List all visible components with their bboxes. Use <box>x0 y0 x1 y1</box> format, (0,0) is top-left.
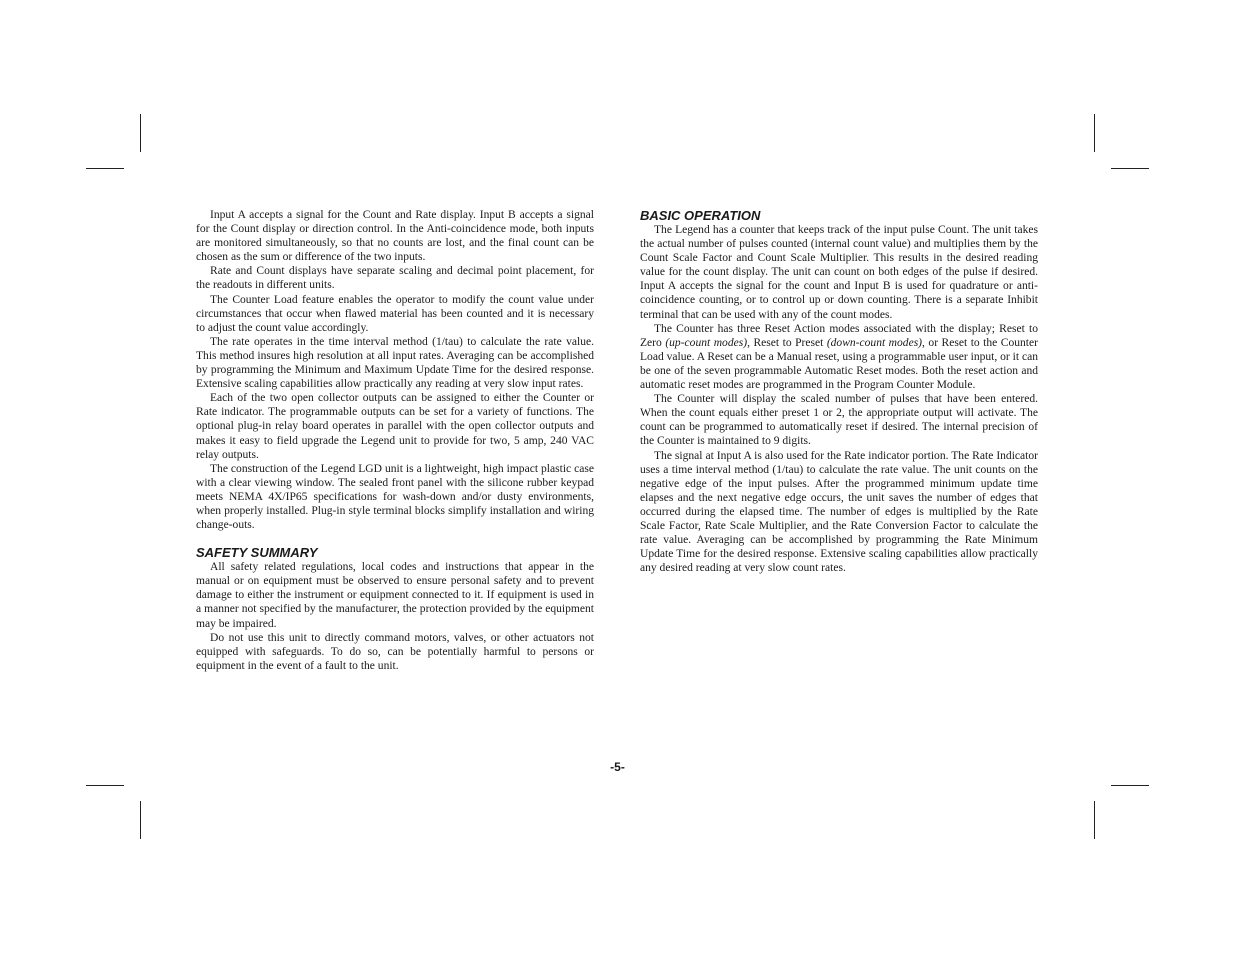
intro-paragraph: The Counter Load feature enables the operator to modify the count value under circumstances that occur when flawed material has been counted and it is necessary to adjust the count value accordingly. <box>196 293 594 334</box>
intro-paragraph: The construction of the Legend LGD unit is a lightweight, high impact plastic case with a clear viewing window. The sealed front panel with the silicone rubber keypad meets NEMA 4X/IP65 specifications for wash-down and/or dusty environments, when properly installed. Plug-in style terminal blocks simplify installation and wiring change-outs. <box>196 462 594 532</box>
right-column <box>640 208 1038 575</box>
crop-mark-bottom-left-vertical <box>140 801 141 839</box>
intro-paragraph: The rate operates in the time interval method (1/tau) to calculate the rate value. This method insures high resolution at all input rates. Averaging can be accomplished by programming the Minimum and Maximum Update Time for the desired response. Extensive scaling capabilities allow practically any reading at very slow input rates. <box>196 335 594 391</box>
crop-mark-bottom-left-horizontal <box>86 785 124 786</box>
crop-mark-top-left-vertical <box>140 114 141 152</box>
page-number: -5- <box>610 760 625 774</box>
text-run: , or Reset to the Counter Load value. A Reset can be a Manual reset, using a programmable user input, or it can be one of the seven programmable Automatic Reset modes. Both the reset action and automatic reset modes are programmed in the Program Counter Module. <box>640 336 1038 392</box>
counter-display-paragraph: The Counter will display the scaled number of pulses that have been entered. When the count equals either preset 1 or 2, the appropriate output will activate. The count can be programmed to automatically reset if desired. The internal precision of the Counter is maintained to 9 digits. <box>640 393 1038 448</box>
intro-paragraph: Input A accepts a signal for the Count and Rate display. Input B accepts a signal for the Count display or direction control. In the Anti-coincidence mode, both inputs are monitored simultaneously, so that no counts are lost, and the final count can be chosen as the sum or difference of the two inputs. <box>196 209 594 264</box>
safety-paragraph: Do not use this unit to directly command motors, valves, or other actuators not equipped with safeguards. To do so, can be potentially harmful to persons or equipment in the event of a fault to the unit. <box>196 631 594 672</box>
crop-mark-bottom-right-horizontal <box>1111 785 1149 786</box>
crop-mark-bottom-right-vertical <box>1094 801 1095 839</box>
up-count-modes-note: (up-count modes) <box>665 336 748 349</box>
left-column <box>196 208 594 673</box>
crop-mark-top-left-horizontal <box>86 168 124 169</box>
text-run: The Counter has three Reset Action modes associated with the display; Reset to Zero <box>640 322 1038 349</box>
safety-paragraph: All safety related regulations, local codes and instructions that appear in the manual or on equipment must be observed to ensure personal safety and to prevent damage to either the instrument or equipment connected to it. If equipment is used in a manner not specified by the manufacturer, the protection provided by the equipment may be impaired. <box>196 561 594 630</box>
reset-modes-paragraph <box>640 322 1038 392</box>
text-run: , Reset to Preset <box>747 336 827 349</box>
safety-summary-heading: SAFETY SUMMARY <box>196 545 318 561</box>
intro-paragraph: Each of the two open collector outputs can be assigned to either the Counter or Rate indicator. The programmable outputs can be set for a variety of functions. The optional plug-in relay board operates in parallel with the open collector outputs and makes it easy to field upgrade the Legend unit to provide for two, 5 amp, 240 VAC relay outputs. <box>196 392 594 461</box>
rate-indicator-paragraph: The signal at Input A is also used for the Rate indicator portion. The Rate Indicator uses a time interval method (1/tau) to calculate the rate value. The unit counts on the negative edge of the input pulses. After the programmed minimum update time elapses and the next negative edge occurs, the unit saves the number of edges that occurred during the elapsed time. The number of edges is multiplied by the Rate Scale Factor, Rate Scale Multiplier, and the Rate Conversion Factor to calculate the rate value. Averaging can be accomplished by programming the Rate Minimum Update Time for the desired response. Extensive scaling capabilities allow practically any desired reading at very slow count rates. <box>640 449 1038 575</box>
basic-operation-heading: BASIC OPERATION <box>640 208 761 223</box>
intro-paragraph: Rate and Count displays have separate scaling and decimal point placement, for the readouts in different units. <box>196 265 594 292</box>
down-count-modes-note: (down-count modes) <box>826 336 923 349</box>
basic-operation-paragraph: The Legend has a counter that keeps track of the input pulse Count. The unit takes the actual number of pulses counted (internal count value) and multiplies them by the Count Scale Factor and Count Scale Multiplier. This results in the desired reading value for the count display. The unit can count on both edges of the pulse if desired. Input A accepts the signal for the count and Input B is used for quadrature or anti-coincidence counting, or to control up or down counting. There is a separate Inhibit terminal that can be used with any of the count modes. <box>640 224 1038 321</box>
crop-mark-top-right-horizontal <box>1111 168 1149 169</box>
crop-mark-top-right-vertical <box>1094 114 1095 152</box>
